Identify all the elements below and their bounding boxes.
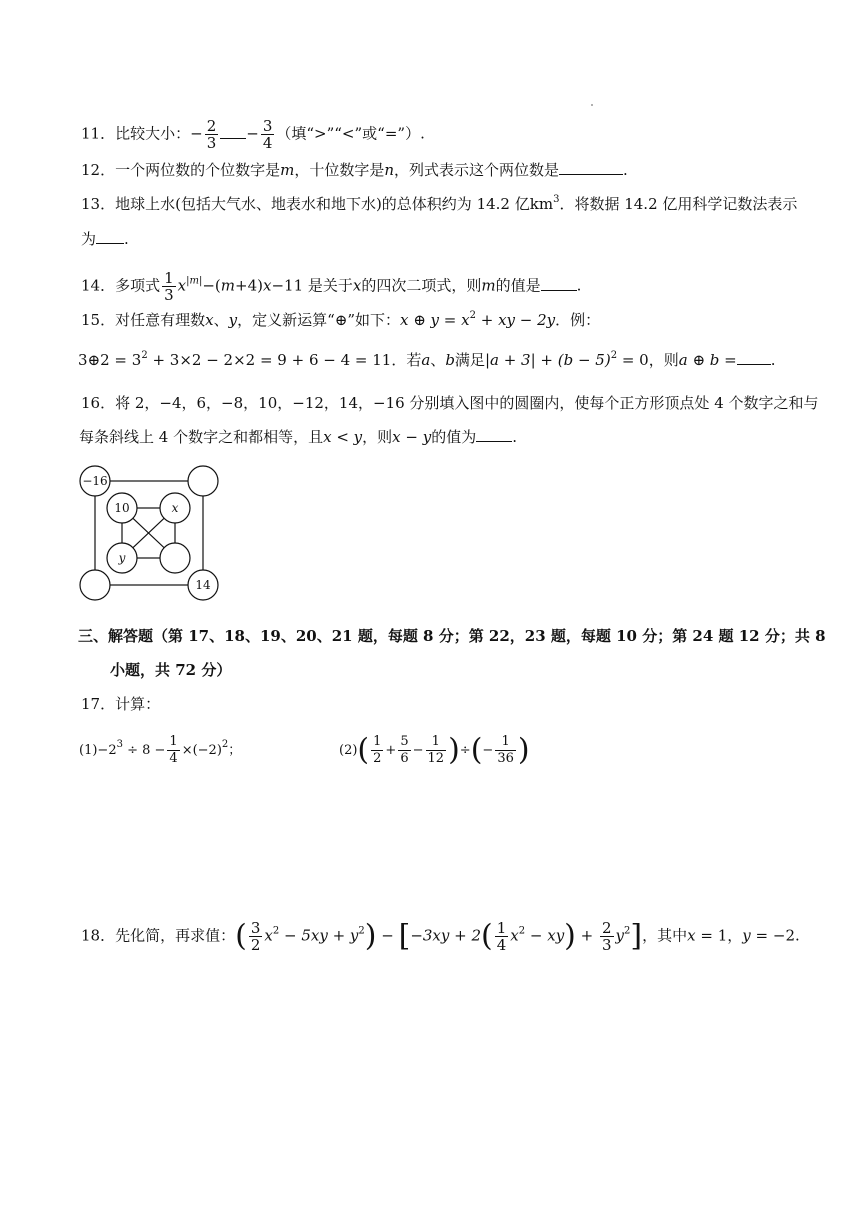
question-text: 地球上水(包括大气水、地表水和地下水)的总体积约为 14.2 亿: [115, 195, 530, 213]
math-variable: m: [280, 161, 295, 179]
period: .: [623, 161, 628, 179]
denominator: 36: [497, 751, 514, 766]
question-text: ，十位数字是: [294, 161, 385, 179]
math-variable: a: [421, 351, 431, 369]
question-15: 15．对任意有理数x、y，定义新运算“⊕”如下：x ⊕ $y = x^2$ + xy − 2y．例：: [81, 310, 601, 329]
question-number: 13．: [81, 195, 116, 213]
question-13: [81, 194, 797, 214]
denominator: 2: [250, 936, 261, 954]
question-number: 17．: [81, 695, 116, 713]
numerator: 5: [400, 734, 409, 749]
question-13-cont: [81, 229, 129, 249]
fraction: [249, 920, 263, 953]
operator: −: [482, 743, 494, 758]
question-hint: （填“>”“<”或“=”）.: [276, 124, 425, 143]
numerator: 1: [496, 919, 507, 937]
question-text: ，则: [362, 428, 393, 446]
fraction: [398, 734, 410, 767]
stray-dot: [591, 104, 593, 106]
unit: km: [529, 195, 554, 213]
fraction: [495, 734, 516, 767]
numerator: 2: [602, 919, 612, 937]
circle-outer-top-right: [188, 466, 218, 496]
question-text: 先化简，再求值：: [115, 926, 236, 945]
separator: 、: [430, 351, 446, 369]
separator: ，: [727, 926, 743, 945]
question-text: ，列式表示这个两位数是: [394, 161, 560, 179]
numerator: 1: [373, 734, 382, 749]
part-label: (2): [339, 743, 358, 758]
question-16: [81, 393, 819, 413]
question-text: 将 2，−4，6，−8，10，−12，14，−16 分别填入图中的圆圈内，使每个正方形顶点处 4 个数字之和与: [115, 394, 819, 412]
answer-blank[interactable]: [476, 427, 512, 442]
question-18: 18．先化简，再求值：( $\frac{3}{2}$ $x^2 - 5xy + y^2) - [-3xy + 2$( $\frac{1}{4}$ $x^2 - xy$) + $\frac{2}{3}$ $y^2$]，其中x = 1，y = −2.: [81, 918, 800, 954]
math-expression: = 1: [695, 926, 728, 945]
label-inner-top-left: 10: [114, 501, 130, 515]
answer-blank[interactable]: [220, 124, 246, 139]
question-text: ，定义新运算“⊕”如下：: [237, 311, 400, 329]
question-11: [81, 118, 425, 151]
math-expression: + xy − 2y: [475, 311, 556, 329]
math-expression: =: [719, 351, 737, 369]
question-number: 15．: [81, 311, 116, 329]
math-expression: = −2: [750, 926, 795, 945]
label-inner-top-right: x: [171, 501, 179, 515]
question-number: 14．: [81, 276, 116, 295]
denominator: 4: [169, 751, 178, 766]
math-variable: y: [228, 311, 238, 329]
numerator: 1: [495, 734, 516, 751]
math-expression: = 0，则: [617, 351, 679, 369]
magic-square-figure: [74, 462, 224, 604]
operator: −: [376, 926, 399, 945]
question-text: 计算：: [115, 695, 161, 713]
circle-inner-bottom-right: [160, 543, 190, 573]
circle-outer-bottom-left: [80, 570, 110, 600]
fraction: [371, 734, 383, 767]
period: .: [770, 351, 776, 369]
math-variable: x: [687, 926, 696, 945]
math-expression: − 5xy + y: [279, 926, 359, 945]
math-expression: x − y: [392, 428, 432, 446]
math-variable: y: [615, 926, 625, 945]
question-text: 的四次二项式，则: [361, 276, 482, 295]
question-number: 11．: [81, 124, 116, 143]
question-17-part-1: $(1)-2^3 \div 8$ − $\frac{1}{4}$ $\times(-2)^2$；: [79, 734, 242, 766]
math-expression: + (b − 5): [535, 351, 611, 369]
fraction: [495, 920, 509, 953]
question-15-cont: 3⊕2 = $3^2 + 3\times 2 - 2\times 2 = 9 + 6 - 4 = 11$．若a、b满足$|a + 3| + (b - 5)^2 = 0$，则a ⊕ b = .: [78, 350, 776, 369]
math-variable: n: [384, 161, 395, 179]
math-expression: + 3×2 − 2×2 = 9 + 6 − 4 = 11．若: [147, 351, 422, 369]
exponent: 3: [553, 194, 560, 205]
denominator: 4: [262, 134, 273, 152]
math-variable: x: [262, 276, 272, 295]
numerator: 3: [262, 117, 273, 135]
numerator: 3: [250, 919, 261, 937]
answer-blank[interactable]: [96, 229, 124, 244]
minus-sign: −: [246, 124, 259, 143]
question-16-cont: [79, 427, 517, 447]
minus-sign: −: [190, 124, 203, 143]
question-14: [81, 270, 581, 303]
question-number: 12．: [81, 161, 116, 179]
denominator: 6: [400, 751, 409, 766]
part-label: (1): [79, 743, 98, 758]
question-number: 18．: [81, 926, 116, 945]
question-text: ，其中: [642, 926, 688, 945]
question-17: [81, 694, 160, 714]
math-variable: y: [742, 926, 751, 945]
question-text: 对任意有理数: [115, 311, 206, 329]
operator: +: [575, 926, 598, 945]
math-expression: −3xy + 2: [410, 926, 482, 945]
fraction: [600, 920, 614, 953]
question-text: 满足: [454, 351, 485, 369]
question-text: 的值为: [431, 428, 477, 446]
operator: ÷: [459, 743, 471, 758]
numerator: 1: [426, 734, 447, 751]
math-variable: x: [510, 926, 519, 945]
punctuation: ；: [228, 743, 242, 758]
question-text: 的值是: [495, 276, 541, 295]
fraction: [426, 734, 447, 767]
math-expression: |a + 3|: [484, 351, 536, 369]
operator: +: [385, 743, 397, 758]
question-text: 为: [81, 230, 97, 248]
denominator: 3: [602, 936, 612, 954]
period: .: [512, 428, 517, 446]
math-expression: x < y: [323, 428, 363, 446]
answer-blank[interactable]: [559, 160, 623, 175]
section-heading: 三、解答题（第 17、18、19、20、21 题，每题 8 分；第 22，23 题，每题 10 分；第 24 题 12 分；共 8: [78, 627, 826, 645]
exponent: |m|: [186, 275, 203, 287]
question-text: −11 是关于: [271, 276, 353, 295]
math-expression: −2: [97, 743, 117, 758]
question-17-part-2: (2)( $\frac{1}{2}$ + $\frac{5}{6}$ − $\frac{1}{12}$ )÷(− $\frac{1}{36}$ ): [339, 732, 530, 768]
math-expression: x ⊕ y = x: [399, 311, 470, 329]
math-expression: a ⊕ b: [678, 351, 720, 369]
math-variable: b: [445, 351, 455, 369]
math-variable: m: [220, 276, 236, 295]
question-text: 比较大小：: [115, 124, 191, 143]
question-number: 16．: [81, 394, 116, 412]
math-text: +4): [235, 276, 263, 295]
period: .: [576, 276, 582, 295]
answer-blank[interactable]: [737, 350, 771, 365]
label-inner-bottom-left: y: [118, 551, 126, 565]
numerator: 1: [169, 734, 178, 749]
question-text: 多项式: [115, 276, 161, 295]
fraction: [205, 118, 219, 151]
numerator: 1: [164, 269, 174, 287]
answer-blank[interactable]: [541, 276, 577, 291]
fraction: [261, 118, 275, 151]
label-outer-top-left: −16: [82, 474, 108, 488]
denominator: 4: [496, 936, 507, 954]
denominator: 2: [373, 751, 382, 766]
operator: −: [412, 743, 424, 758]
math-expression: ×(−2): [181, 743, 222, 758]
question-text: 每条斜线上 4 个数字之和都相等，且: [79, 428, 324, 446]
denominator: 12: [427, 751, 445, 766]
numerator: 2: [206, 117, 217, 135]
denominator: 3: [206, 134, 217, 152]
math-text: −(: [202, 276, 221, 295]
math-expression: 3⊕2 = 3: [78, 351, 142, 369]
math-variable: x: [264, 926, 273, 945]
label-outer-bottom-right: 14: [195, 578, 211, 592]
question-text: 一个两位数的个位数字是: [115, 161, 281, 179]
math-variable: x: [352, 276, 362, 295]
question-text: ．将数据 14.2 亿用科学记数法表示: [559, 195, 798, 213]
separator: 、: [213, 311, 229, 329]
math-variable: m: [481, 276, 496, 295]
fraction: [162, 270, 176, 303]
period: .: [124, 230, 129, 248]
fraction: [167, 734, 179, 767]
period: .: [794, 926, 800, 945]
denominator: 3: [164, 286, 174, 304]
math-expression: ÷ 8 −: [122, 743, 166, 758]
question-text: ．例：: [555, 311, 601, 329]
math-variable: x: [177, 276, 187, 295]
math-variable: x: [205, 311, 214, 329]
question-12: [81, 160, 628, 180]
math-expression: − xy: [525, 926, 565, 945]
section-heading-cont: 小题，共 72 分）: [110, 661, 232, 679]
